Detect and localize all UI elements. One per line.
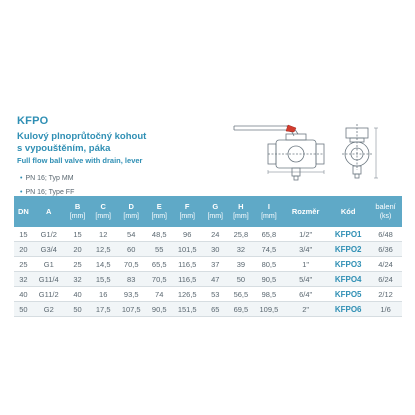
column-header (116, 196, 146, 227)
table-cell: 80,5 (254, 257, 284, 272)
product-code-cell: KFPO5 (327, 287, 369, 302)
table-cell: 90,5 (146, 302, 172, 317)
table-cell: 107,5 (116, 302, 146, 317)
table-cell: 12,5 (90, 242, 116, 257)
product-code-cell: KFPO1 (327, 227, 369, 242)
column-header-label: balení (375, 201, 396, 211)
table-cell: 50 (14, 302, 33, 317)
table-cell: 109,5 (254, 302, 284, 317)
table-cell: 25 (65, 257, 91, 272)
table-cell: 70,5 (116, 257, 146, 272)
column-header-label: G (212, 201, 219, 211)
column-header-unit: [mm] (233, 212, 249, 220)
column-header (202, 196, 228, 227)
table-cell: 15 (65, 227, 91, 242)
table-body (14, 227, 402, 317)
bullet-text: PN 16; Type FF (25, 189, 75, 196)
table-cell: 25,8 (228, 227, 254, 242)
column-header (327, 196, 369, 227)
table-cell: 16 (90, 287, 116, 302)
table-cell: 65,5 (146, 257, 172, 272)
product-title-en: Full flow ball valve with drain, lever (17, 156, 143, 165)
column-header-label: DN (17, 206, 29, 216)
table-cell: 40 (14, 287, 33, 302)
table-cell: 83 (116, 272, 146, 287)
table-cell: 15 (14, 227, 33, 242)
table-cell: 98,5 (254, 287, 284, 302)
table-cell: G11/4 (33, 272, 65, 287)
table-cell: 1/6 (369, 302, 402, 317)
column-header-unit: [mm] (151, 212, 167, 220)
table-cell: 69,5 (228, 302, 254, 317)
column-header-unit: [mm] (207, 212, 224, 220)
table-cell: 74,5 (254, 242, 284, 257)
column-header (33, 196, 65, 227)
table-row (14, 287, 402, 302)
table-cell: 2" (284, 302, 327, 317)
table-row (14, 242, 402, 257)
bullet-pn16-ff (20, 189, 74, 196)
table-cell: 4/24 (369, 257, 402, 272)
table-cell: 126,5 (172, 287, 202, 302)
table-cell: 48,5 (146, 227, 172, 242)
table-cell: G1/2 (33, 227, 65, 242)
column-header-label: H (238, 201, 244, 211)
table-cell: G1 (33, 257, 65, 272)
column-header-unit: [mm] (261, 212, 277, 220)
table-cell: 50 (228, 272, 254, 287)
table-cell: 12 (90, 227, 116, 242)
table-cell: 25 (14, 257, 33, 272)
table-cell: 14,5 (90, 257, 116, 272)
table-cell: 15,5 (90, 272, 116, 287)
table-cell: 60 (116, 242, 146, 257)
column-header (146, 196, 172, 227)
table-cell: 101,5 (172, 242, 202, 257)
table-cell: 6/36 (369, 242, 402, 257)
column-header (65, 196, 91, 227)
table-cell: 55 (146, 242, 172, 257)
table-cell: 32 (228, 242, 254, 257)
column-header-label: Kód (340, 206, 356, 216)
bullet-text: PN 16; Typ MM (25, 175, 74, 182)
table-cell: 20 (65, 242, 91, 257)
column-header-label: I (267, 201, 270, 211)
table-cell: G2 (33, 302, 65, 317)
table-cell: 20 (14, 242, 33, 257)
dimension-table (14, 196, 402, 317)
table-cell: 37 (202, 257, 228, 272)
column-header (369, 196, 402, 227)
table-cell: 151,5 (172, 302, 202, 317)
product-code-cell: KFPO4 (327, 272, 369, 287)
column-header-unit: [mm] (95, 212, 111, 220)
product-title-cz-line1: Kulový plnoprůtočný kohout (17, 131, 147, 142)
table-cell: 32 (65, 272, 91, 287)
table-cell: 65,8 (254, 227, 284, 242)
table-cell: 90,5 (254, 272, 284, 287)
table-cell: 56,5 (228, 287, 254, 302)
table-row (14, 272, 402, 287)
table-row (14, 257, 402, 272)
table-cell: 5/4" (284, 272, 327, 287)
product-title-cz-line2: s vypouštěním, páka (17, 143, 111, 154)
column-header (228, 196, 254, 227)
table-row (14, 227, 402, 242)
column-header-label: E (156, 201, 162, 211)
column-header-unit: [mm] (69, 212, 86, 220)
table-cell: G3/4 (33, 242, 65, 257)
table-cell: 2/12 (369, 287, 402, 302)
table-cell: 1" (284, 257, 327, 272)
table-cell: 39 (228, 257, 254, 272)
table-cell: 116,5 (172, 272, 202, 287)
column-header (172, 196, 202, 227)
table-cell: 30 (202, 242, 228, 257)
table-cell: 74 (146, 287, 172, 302)
column-header-label: A (46, 206, 52, 216)
table-cell: 32 (14, 272, 33, 287)
column-header-unit: [mm] (123, 212, 139, 220)
table-cell: 47 (202, 272, 228, 287)
column-header (254, 196, 284, 227)
product-code-cell: KFPO3 (327, 257, 369, 272)
bullet-dot-icon: • (20, 189, 23, 196)
table-cell: G11/2 (33, 287, 65, 302)
column-header-label: F (184, 201, 190, 211)
table-header-row (14, 196, 402, 227)
bullet-dot-icon: • (20, 175, 23, 182)
column-header (284, 196, 327, 227)
bullet-pn16-mm (20, 175, 74, 182)
table-cell: 40 (65, 287, 91, 302)
valve-technical-drawing (228, 106, 408, 188)
product-code: KFPO (17, 115, 49, 127)
product-code-cell: KFPO6 (327, 302, 369, 317)
table-cell: 54 (116, 227, 146, 242)
table-cell: 53 (202, 287, 228, 302)
table-row (14, 302, 402, 317)
column-header (90, 196, 116, 227)
table-cell: 70,5 (146, 272, 172, 287)
table-cell: 116,5 (172, 257, 202, 272)
table-cell: 17,5 (90, 302, 116, 317)
table-cell: 96 (172, 227, 202, 242)
column-header-unit: (ks) (379, 212, 392, 220)
column-header-label: Rozměr (291, 206, 320, 216)
column-header-label: B (74, 201, 81, 211)
product-title-cz (17, 131, 217, 155)
table-cell: 93,5 (116, 287, 146, 302)
table-cell: 65 (202, 302, 228, 317)
table-cell: 6/4" (284, 287, 327, 302)
table-cell: 1/2" (284, 227, 327, 242)
table-cell: 50 (65, 302, 91, 317)
table-cell: 6/48 (369, 227, 402, 242)
column-header-label: C (100, 201, 106, 211)
column-header-unit: [mm] (179, 212, 195, 220)
table-cell: 24 (202, 227, 228, 242)
column-header-label: D (128, 201, 134, 211)
table-cell: 3/4" (284, 242, 327, 257)
product-code-cell: KFPO2 (327, 242, 369, 257)
column-header (14, 196, 33, 227)
table-cell: 6/24 (369, 272, 402, 287)
